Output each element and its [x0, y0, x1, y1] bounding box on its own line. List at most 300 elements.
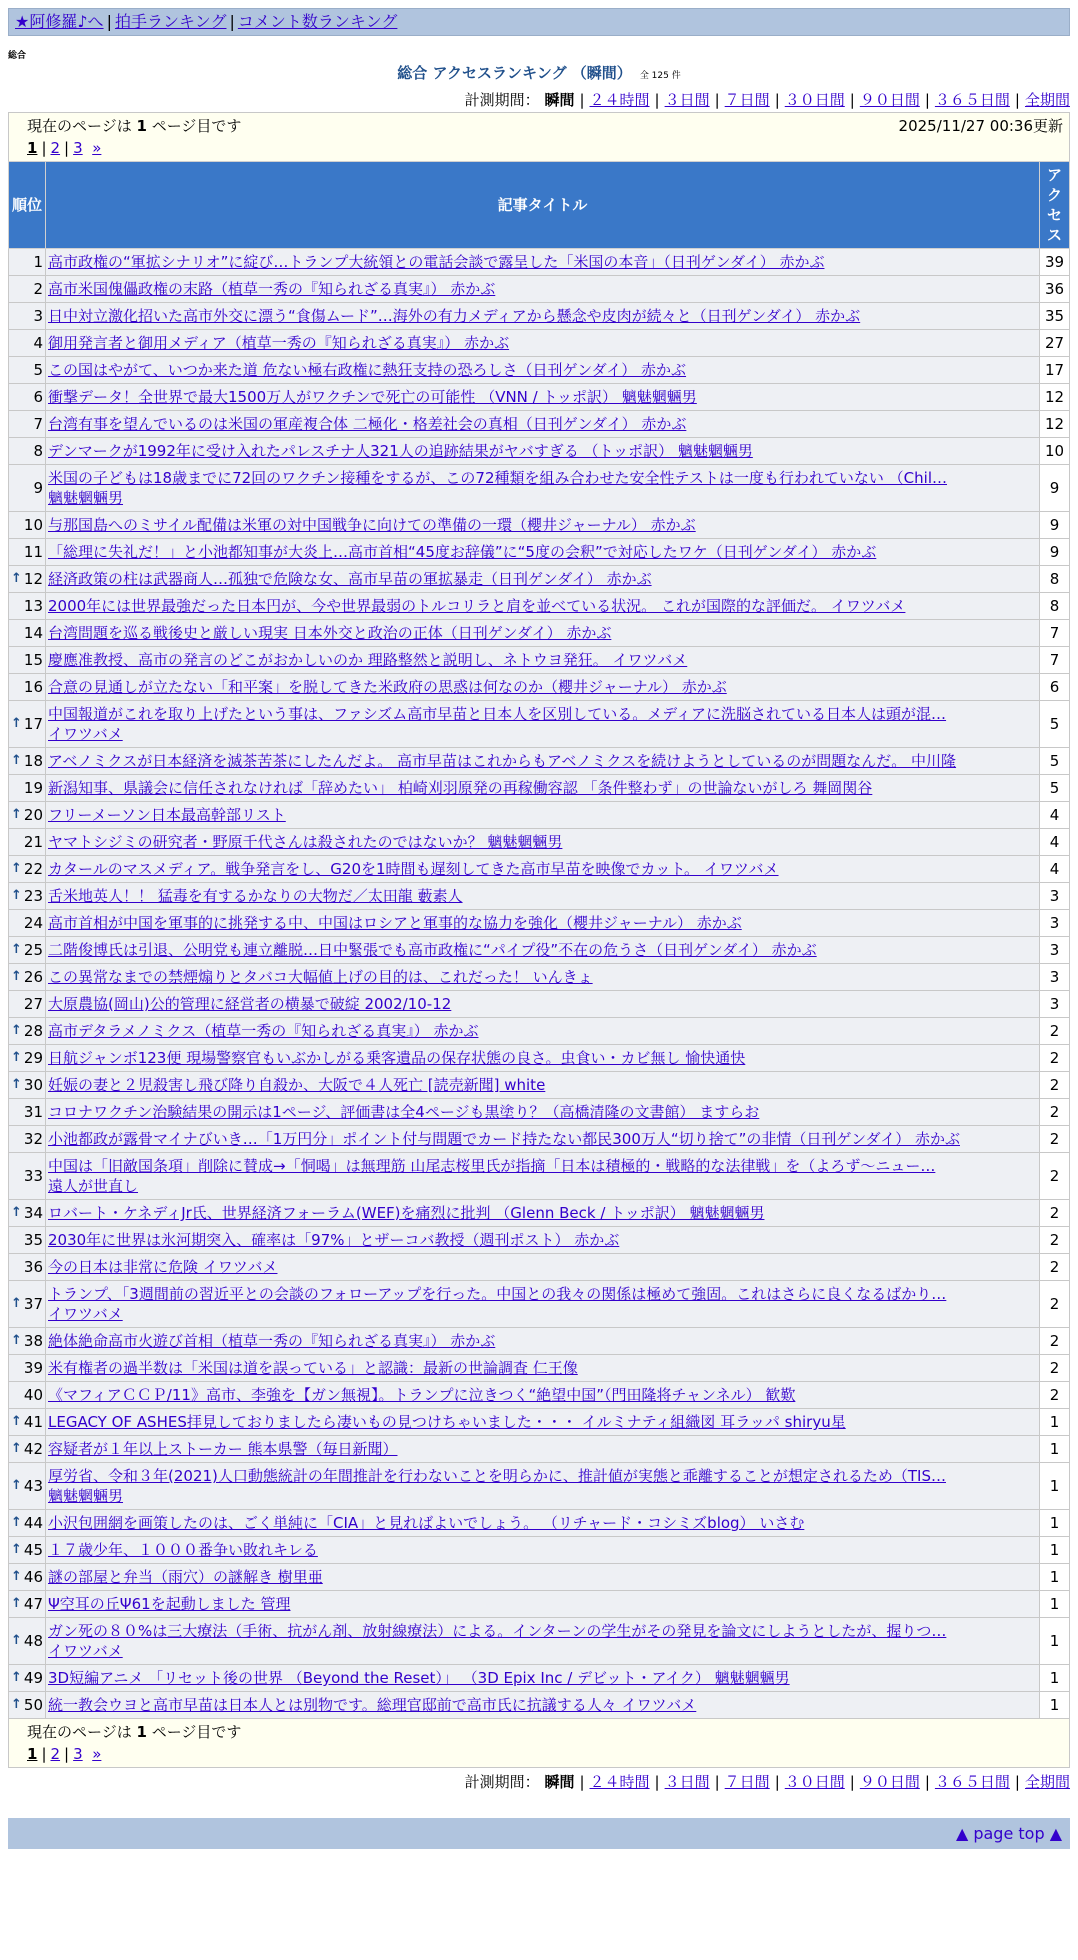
rank-cell	[9, 1591, 46, 1618]
access-count: 4	[1040, 802, 1070, 829]
article-author-link[interactable]: 魑魅魍魎男	[48, 489, 124, 507]
rank-number: 46	[23, 1568, 43, 1586]
table-row	[9, 1227, 1070, 1254]
article-title-link[interactable]: フリーメーソン日本最高幹部リスト	[48, 806, 286, 824]
access-count: 3	[1040, 991, 1070, 1018]
title-cell	[46, 1018, 1040, 1045]
article-title-link[interactable]: LEGACY OF ASHES拝見しておりましたら凄いもの見つけちゃいました・・・ イルミナティ組織図 耳ラッパ shiryu星	[48, 1413, 846, 1431]
period-30d-link[interactable]: ３０日間	[784, 1773, 845, 1791]
article-title-link[interactable]: 米国の子どもは18歳までに72回のワクチン接種をするが、この72種類を組み合わせた安全性テストは一度も行われていない （Chil…	[48, 469, 947, 487]
title-cell	[46, 748, 1040, 775]
title-cell	[46, 1227, 1040, 1254]
rank-number: 4	[33, 334, 43, 352]
article-title-link[interactable]: コロナワクチン治験結果の開示は1ページ、評価書は全4ページも黒塗り？（高橋清隆の文書館） ますらお	[48, 1103, 760, 1121]
table-row	[9, 1072, 1070, 1099]
rank-cell	[9, 647, 46, 674]
title-cell	[46, 249, 1040, 276]
period-90d-link[interactable]: ９０日間	[859, 91, 920, 109]
table-row	[9, 1564, 1070, 1591]
rank-number: 35	[23, 1231, 43, 1249]
article-title-link[interactable]: １７歳少年、１０００番争い敗れキレる	[48, 1541, 318, 1559]
article-title-link[interactable]: Ψ空耳の丘Ψ61を起動しました 管理	[48, 1595, 291, 1613]
article-title-link[interactable]: カタールのマスメディア。戦争発言をし、G20を1時間も遅刻してきた高市早苗を映像でカット。 イワツバメ	[48, 860, 779, 878]
rank-cell	[9, 1564, 46, 1591]
rank-number: 32	[23, 1130, 43, 1148]
rank-cell	[9, 1072, 46, 1099]
rank-up-icon: ↑	[11, 861, 22, 876]
article-title-link[interactable]: 経済政策の柱は武器商人…孤独で危険な女、高市早苗の軍拡暴走（日刊ゲンダイ） 赤かぶ	[48, 570, 652, 588]
rank-number: 24	[23, 914, 43, 932]
rank-up-icon: ↑	[11, 1633, 22, 1648]
title-cell	[46, 1254, 1040, 1281]
table-row	[9, 1126, 1070, 1153]
period-selector-bottom: 計測期間： 瞬間 | ２４時間 | ３日間 | ７日間 | ３０日間 | ９０日間 | ３６５日間 | 全期間	[464, 1773, 1070, 1791]
rank-cell	[9, 1537, 46, 1564]
title-cell	[46, 1382, 1040, 1409]
article-title-link[interactable]: トランプ、「3週間前の習近平との会談のフォローアップを行った。中国との我々の関係は極めて強固。これはさらに良くなるばかり…	[48, 1285, 947, 1303]
access-count: 2	[1040, 1045, 1070, 1072]
table-row	[9, 1591, 1070, 1618]
title-cell	[46, 937, 1040, 964]
page-info-bottom	[8, 1719, 1070, 1768]
pager-link-2[interactable]: 2	[50, 1745, 61, 1763]
rank-cell	[9, 1153, 46, 1200]
total-count: 全 125 件	[639, 71, 681, 81]
table-row	[9, 1200, 1070, 1227]
rank-number: 25	[23, 941, 43, 959]
rank-cell	[9, 1254, 46, 1281]
title-cell	[46, 1564, 1040, 1591]
rank-number: 42	[23, 1440, 43, 1458]
rank-number: 2	[33, 280, 43, 298]
rank-number: 8	[33, 442, 43, 460]
rank-up-icon: ↑	[11, 1515, 22, 1530]
title-cell	[46, 647, 1040, 674]
title-cell	[46, 1665, 1040, 1692]
rank-number: 47	[23, 1595, 43, 1613]
rank-cell	[9, 775, 46, 802]
page-title: 総合 アクセスランキング （瞬間）	[397, 64, 632, 82]
rank-number: 37	[23, 1295, 43, 1313]
access-count: 2	[1040, 1153, 1070, 1200]
article-title-link[interactable]: 日中対立激化招いた高市外交に漂う“食傷ムード”…海外の有力メディアから懸念や皮肉が続々と（日刊ゲンダイ） 赤かぶ	[48, 307, 861, 325]
article-title-link[interactable]: 謎の部屋と弁当（雨穴）の謎解き 樹里亜	[48, 1568, 323, 1586]
access-count: 1	[1040, 1436, 1070, 1463]
nav-separator: |	[229, 12, 235, 31]
rank-number: 36	[23, 1258, 43, 1276]
period-current: 瞬間	[544, 1773, 575, 1791]
clap-ranking-link[interactable]: 拍手ランキング	[114, 12, 227, 31]
table-row	[9, 937, 1070, 964]
access-count: 9	[1040, 512, 1070, 539]
title-cell	[46, 1072, 1040, 1099]
period-3d-link[interactable]: ３日間	[664, 91, 710, 109]
table-row	[9, 829, 1070, 856]
article-title-link[interactable]: 小沢包囲網を画策したのは、ごく単純に「CIA」と見ればよいでしょう。 （リチャード・コシミズblog） いさむ	[48, 1514, 805, 1532]
article-author-link[interactable]: イワツバメ	[48, 1642, 123, 1660]
pager-top: 1 | 2 | 3 »	[27, 139, 102, 157]
pager-next-link[interactable]: »	[92, 139, 102, 157]
article-title-link[interactable]: 与那国島へのミサイル配備は米軍の対中国戦争に向けての準備の一環（櫻井ジャーナル） 赤かぶ	[48, 516, 696, 534]
access-count: 2	[1040, 1227, 1070, 1254]
rank-up-icon: ↑	[11, 1077, 22, 1092]
rank-number: 20	[23, 806, 43, 824]
comment-ranking-link[interactable]: コメント数ランキング	[237, 12, 398, 31]
title-cell	[46, 1281, 1040, 1328]
period-current: 瞬間	[544, 91, 575, 109]
table-row	[9, 620, 1070, 647]
article-title-link[interactable]: 日航ジャンボ123便 現場警察官もいぶかしがる乗客遺品の保存状態の良さ。虫食い・カビ無し 愉快通快	[48, 1049, 746, 1067]
table-row	[9, 748, 1070, 775]
article-title-link[interactable]: 高市米国傀儡政権の末路（植草一秀の『知られざる真実』） 赤かぶ	[48, 280, 496, 298]
article-author-link[interactable]: 遠人が世直し	[48, 1177, 139, 1195]
article-title-link[interactable]: 舌米地英人！！ 猛毒を有するかなりの大物だ／太田龍 藪素人	[48, 887, 463, 905]
title-cell	[46, 465, 1040, 512]
period-all-link[interactable]: 全期間	[1024, 91, 1070, 109]
table-row	[9, 1382, 1070, 1409]
title-cell	[46, 910, 1040, 937]
access-count: 2	[1040, 1281, 1070, 1328]
rank-cell	[9, 964, 46, 991]
rank-cell	[9, 438, 46, 465]
title-cell	[46, 1045, 1040, 1072]
rank-number: 23	[23, 887, 43, 905]
pager-link-3[interactable]: 3	[73, 1745, 83, 1763]
period-7d-link[interactable]: ７日間	[724, 91, 770, 109]
title-cell	[46, 620, 1040, 647]
rank-cell	[9, 357, 46, 384]
title-cell	[46, 539, 1040, 566]
rank-cell	[9, 1281, 46, 1328]
table-row	[9, 465, 1070, 512]
table-row	[9, 384, 1070, 411]
rank-cell	[9, 1665, 46, 1692]
article-title-link[interactable]: 高市首相が中国を軍事的に挑発する中、中国はロシアと軍事的な協力を強化（櫻井ジャーナル） 赤かぶ	[48, 914, 742, 932]
rank-cell	[9, 1227, 46, 1254]
article-title-link[interactable]: 《マフィアＣＣＰ/11》高市、李強を【ガン無視】。トランプに泣きつく“絶望中国”（門田隆将チャンネル） 歓歎	[48, 1386, 796, 1404]
title-cell	[46, 1328, 1040, 1355]
table-row	[9, 674, 1070, 701]
access-count: 1	[1040, 1692, 1070, 1719]
rank-up-icon: ↑	[11, 1441, 22, 1456]
article-title-link[interactable]: 台湾有事を望んでいるのは米国の軍産複合体 二極化・格差社会の真相（日刊ゲンダイ） 赤かぶ	[48, 415, 687, 433]
table-row	[9, 276, 1070, 303]
table-header-row	[9, 162, 1070, 249]
article-author-link[interactable]: イワツバメ	[48, 725, 123, 743]
article-title-link[interactable]: 慶應准教授、高市の発言のどこがおかしいのか 理路整然と説明し、ネトウヨ発狂。 イワツバメ	[48, 651, 688, 669]
article-title-link[interactable]: 今の日本は非常に危険 イワツバメ	[48, 1258, 278, 1276]
rank-cell	[9, 829, 46, 856]
article-title-link[interactable]: 高市デタラメノミクス（植草一秀の『知られざる真実』） 赤かぶ	[48, 1022, 479, 1040]
period-90d-link[interactable]: ９０日間	[859, 1773, 920, 1791]
rank-number: 13	[23, 597, 43, 615]
rank-cell	[9, 802, 46, 829]
access-count: 4	[1040, 856, 1070, 883]
table-row	[9, 1153, 1070, 1200]
rank-up-icon: ↑	[11, 1670, 22, 1685]
rank-number: 45	[23, 1541, 43, 1559]
article-title-link[interactable]: 絶体絶命高市火遊び首相（植草一秀の『知られざる真実』） 赤かぶ	[48, 1332, 496, 1350]
period-label: 計測期間：	[464, 1773, 540, 1791]
title-cell	[46, 276, 1040, 303]
rank-up-icon: ↑	[11, 888, 22, 903]
access-count: 1	[1040, 1510, 1070, 1537]
access-count: 10	[1040, 438, 1070, 465]
pager-bottom: 1 | 2 | 3 »	[27, 1745, 102, 1763]
rank-cell	[9, 1618, 46, 1665]
table-row	[9, 1355, 1070, 1382]
rank-cell	[9, 620, 46, 647]
title-cell	[46, 593, 1040, 620]
rank-cell	[9, 937, 46, 964]
access-count: 2	[1040, 1382, 1070, 1409]
period-30d-link[interactable]: ３０日間	[784, 91, 845, 109]
table-row	[9, 1254, 1070, 1281]
rank-number: 15	[23, 651, 43, 669]
period-365d-link[interactable]: ３６５日間	[934, 1773, 1010, 1791]
period-all-link[interactable]: 全期間	[1024, 1773, 1070, 1791]
article-title-link[interactable]: ヤマトシジミの研究者・野原千代さんは殺されたのではないか？ 魑魅魍魎男	[48, 833, 563, 851]
article-title-link[interactable]: 中国は「旧敵国条項」削除に賛成→「恫喝」は無理筋 山尾志桜里氏が指摘「日本は積極的・戦略的な法律戦」を（よろず〜ニュー…	[48, 1157, 936, 1175]
access-count: 6	[1040, 674, 1070, 701]
rank-number: 11	[23, 543, 43, 561]
title-cell	[46, 566, 1040, 593]
pager-current-1: 1	[27, 139, 38, 157]
rank-number: 12	[23, 570, 43, 588]
access-count: 3	[1040, 910, 1070, 937]
title-cell	[46, 1591, 1040, 1618]
rank-cell	[9, 1510, 46, 1537]
access-count: 5	[1040, 748, 1070, 775]
period-24h-link[interactable]: ２４時間	[589, 1773, 650, 1791]
title-cell	[46, 856, 1040, 883]
rank-number: 16	[23, 678, 43, 696]
rank-number: 34	[23, 1204, 43, 1222]
rank-number: 50	[23, 1696, 43, 1714]
table-row	[9, 411, 1070, 438]
article-title-link[interactable]: ロバート・ケネディJr氏、世界経済フォーラム(WEF)を痛烈に批判 （Glenn Beck / トッポ訳） 魑魅魍魎男	[48, 1204, 765, 1222]
article-title-link[interactable]: 厚労省、令和３年(2021)人口動態統計の年間推計を行わないことを明らかに、推計値が実態と乖離することが想定されるため（TIS…	[48, 1467, 946, 1485]
access-count: 9	[1040, 465, 1070, 512]
article-title-link[interactable]: 衝撃データ！全世界で最大1500万人がワクチンで死亡の可能性 （VNN / トッポ訳） 魑魅魍魎男	[48, 388, 697, 406]
access-count: 7	[1040, 647, 1070, 674]
table-row	[9, 330, 1070, 357]
title-cell	[46, 512, 1040, 539]
rank-up-icon: ↑	[11, 1596, 22, 1611]
period-365d-link[interactable]: ３６５日間	[934, 91, 1010, 109]
table-row	[9, 512, 1070, 539]
access-count: 8	[1040, 566, 1070, 593]
table-row	[9, 1436, 1070, 1463]
updated-time: 2025/11/27 00:36更新	[898, 117, 1063, 135]
period-3d-link[interactable]: ３日間	[664, 1773, 710, 1791]
access-count: 9	[1040, 539, 1070, 566]
article-author-link[interactable]: イワツバメ	[48, 1305, 123, 1323]
article-title-link[interactable]: この異常なまでの禁煙煽りとタバコ大幅値上げの目的は、これだった！ いんきょ	[48, 968, 593, 986]
article-title-link[interactable]: 統一教会ウヨと高市早苗は日本人とは別物です。総理官邸前で高市氏に抗議する人々 イワツバメ	[48, 1696, 697, 1714]
rank-number: 29	[23, 1049, 43, 1067]
title-cell	[46, 303, 1040, 330]
article-title-link[interactable]: 2030年に世界は氷河期突入、確率は「97%」とザーコバ教授（週刊ポスト） 赤かぶ	[48, 1231, 620, 1249]
period-label: 計測期間：	[464, 91, 540, 109]
rank-up-icon: ↑	[11, 1569, 22, 1584]
col-header-title: 記事タイトル	[46, 162, 1040, 249]
rank-number: 3	[33, 307, 43, 325]
table-row	[9, 357, 1070, 384]
table-row	[9, 1328, 1070, 1355]
rank-cell	[9, 539, 46, 566]
rank-number: 44	[23, 1514, 43, 1532]
rank-up-icon: ↑	[11, 1333, 22, 1348]
article-title-link[interactable]: アベノミクスが日本経済を滅茶苦茶にしたんだよ。 高市早苗はこれからもアベノミクスを続けようとしているのが問題なんだ。 中川隆	[48, 752, 957, 770]
top-nav	[8, 8, 1070, 36]
pagetop-bar	[8, 1818, 1070, 1849]
rank-cell	[9, 701, 46, 748]
ranking-table	[8, 161, 1070, 1719]
access-count: 5	[1040, 775, 1070, 802]
rank-number: 30	[23, 1076, 43, 1094]
access-count: 35	[1040, 303, 1070, 330]
rank-cell	[9, 1382, 46, 1409]
rank-cell	[9, 1436, 46, 1463]
title-cell	[46, 1537, 1040, 1564]
rank-up-icon: ↑	[11, 1542, 22, 1557]
article-title-link[interactable]: 大原農協(岡山)公的管理に経営者の横暴で破綻 2002/10-12	[48, 995, 452, 1013]
rank-number: 14	[23, 624, 43, 642]
title-cell	[46, 357, 1040, 384]
article-title-link[interactable]: 台湾問題を巡る戦後史と厳しい現実 日本外交と政治の正体（日刊ゲンダイ） 赤かぶ	[48, 624, 612, 642]
article-title-link[interactable]: 二階俊博氏は引退、公明党も連立離脱…日中緊張でも高市政権に“パイプ役”不在の危うさ（日刊ゲンダイ） 赤かぶ	[48, 941, 817, 959]
table-row	[9, 964, 1070, 991]
article-title-link[interactable]: 新潟知事、県議会に信任されなければ「辞めたい」 柏崎刈羽原発の再稼働容認 「条件整わず」の世論ないがしろ 舞岡関谷	[48, 779, 873, 797]
period-7d-link[interactable]: ７日間	[724, 1773, 770, 1791]
article-title-link[interactable]: 2000年には世界最強だった日本円が、今や世界最弱のトルコリラと肩を並べている状況。 これが国際的な評価だ。 イワツバメ	[48, 597, 906, 615]
title-cell	[46, 411, 1040, 438]
rank-number: 10	[23, 516, 43, 534]
rank-number: 17	[23, 715, 43, 733]
article-author-link[interactable]: 魑魅魍魎男	[48, 1487, 124, 1505]
access-count: 4	[1040, 829, 1070, 856]
table-row	[9, 910, 1070, 937]
rank-number: 43	[23, 1477, 43, 1495]
article-title-link[interactable]: 妊娠の妻と２児殺害し飛び降り自殺か、大阪で４人死亡 [読売新聞] white	[48, 1076, 546, 1094]
access-count: 2	[1040, 1018, 1070, 1045]
article-title-link[interactable]: 御用発言者と御用メディア（植草一秀の『知られざる真実』） 赤かぶ	[48, 334, 510, 352]
rank-cell	[9, 674, 46, 701]
title-cell	[46, 883, 1040, 910]
table-row	[9, 566, 1070, 593]
rank-up-icon: ↑	[11, 969, 22, 984]
title-cell	[46, 1510, 1040, 1537]
rank-cell	[9, 748, 46, 775]
table-row	[9, 775, 1070, 802]
current-page-text: 現在のページは 1 ページ目です	[27, 117, 242, 135]
table-row	[9, 1099, 1070, 1126]
rank-number: 5	[33, 361, 43, 379]
article-title-link[interactable]: 「総理に失礼だ！」と小池都知事が大炎上…高市首相“45度お辞儀”に“5度の会釈”で対応したワケ（日刊ゲンダイ） 赤かぶ	[48, 543, 877, 561]
table-row	[9, 802, 1070, 829]
access-count: 17	[1040, 357, 1070, 384]
rank-cell	[9, 883, 46, 910]
rank-up-icon: ↑	[11, 716, 22, 731]
title-cell	[46, 775, 1040, 802]
rank-number: 39	[23, 1359, 43, 1377]
rank-cell	[9, 1328, 46, 1355]
rank-cell	[9, 1126, 46, 1153]
article-title-link[interactable]: 米有権者の過半数は「米国は道を誤っている」と認識：最新の世論調査 仁王像	[48, 1359, 578, 1377]
article-title-link[interactable]: デンマークが1992年に受け入れたパレスチナ人321人の追跡結果がヤバすぎる （トッポ訳） 魑魅魍魎男	[48, 442, 753, 460]
rank-cell	[9, 512, 46, 539]
rank-cell	[9, 303, 46, 330]
rank-number: 31	[23, 1103, 43, 1121]
access-count: 2	[1040, 1072, 1070, 1099]
rank-cell	[9, 465, 46, 512]
rank-number: 22	[23, 860, 43, 878]
rank-up-icon: ↑	[11, 571, 22, 586]
rank-number: 1	[33, 253, 43, 271]
access-count: 3	[1040, 883, 1070, 910]
rank-up-icon: ↑	[11, 1697, 22, 1712]
pagetop-link[interactable]: ▲ page top ▲	[955, 1824, 1062, 1843]
title-cell	[46, 964, 1040, 991]
rank-up-icon: ↑	[11, 1478, 22, 1493]
rank-number: 40	[23, 1386, 43, 1404]
pager-current-1: 1	[27, 1745, 38, 1763]
section-label: 総合	[8, 51, 27, 61]
article-title-link[interactable]: 容疑者が１年以上ストーカー 熊本県警（毎日新聞）	[48, 1440, 398, 1458]
home-link[interactable]: ★阿修羅♪へ	[15, 12, 104, 31]
title-cell	[46, 1436, 1040, 1463]
access-count: 2	[1040, 1328, 1070, 1355]
article-title-link[interactable]: 3D短編アニメ 「リセット後の世界 （Beyond the Reset）」 （3D Epix Inc / デビット・アイク） 魑魅魍魎男	[48, 1669, 790, 1687]
table-row	[9, 249, 1070, 276]
access-count: 1	[1040, 1618, 1070, 1665]
table-row	[9, 1045, 1070, 1072]
page-title-line	[8, 63, 1070, 86]
table-row	[9, 1281, 1070, 1328]
article-title-link[interactable]: 高市政権の“軍拡シナリオ”に綻び…トランプ大統領との電話会談で露呈した「米国の本音」（日刊ゲンダイ） 赤かぶ	[48, 253, 825, 271]
access-count: 12	[1040, 384, 1070, 411]
access-count: 1	[1040, 1665, 1070, 1692]
pager-next-link[interactable]: »	[92, 1745, 102, 1763]
access-count: 2	[1040, 1254, 1070, 1281]
pager-link-3[interactable]: 3	[73, 139, 83, 157]
table-row	[9, 647, 1070, 674]
rank-number: 7	[33, 415, 43, 433]
table-row	[9, 1510, 1070, 1537]
article-title-link[interactable]: ガン死の８０%は三大療法（手術、抗がん剤、放射線療法）による。インターンの学生がその発見を論文にしようとしたが、握りつ…	[48, 1622, 947, 1640]
rank-number: 19	[23, 779, 43, 797]
col-header-access: アクセス	[1040, 162, 1070, 249]
article-title-link[interactable]: 中国報道がこれを取り上げたという事は、ファシズム高市早苗と日本人を区別している。メディアに洗脳されている日本人は頭が混…	[48, 705, 947, 723]
article-title-link[interactable]: この国はやがて、いつか来た道 危ない極右政権に熱狂支持の恐ろしさ（日刊ゲンダイ） 赤かぶ	[48, 361, 687, 379]
col-header-rank: 順位	[9, 162, 46, 249]
article-title-link[interactable]: 小池都政が露骨マイナびいき…「1万円分」ポイント付与問題でカード持たない都民300万人“切り捨て”の非情（日刊ゲンダイ） 赤かぶ	[48, 1130, 960, 1148]
access-count: 1	[1040, 1463, 1070, 1510]
rank-cell	[9, 1355, 46, 1382]
table-row	[9, 438, 1070, 465]
article-title-link[interactable]: 合意の見通しが立たない「和平案」を脱してきた米政府の思惑は何なのか（櫻井ジャーナル） 赤かぶ	[48, 678, 727, 696]
access-count: 1	[1040, 1591, 1070, 1618]
access-count: 7	[1040, 620, 1070, 647]
pager-link-2[interactable]: 2	[50, 139, 61, 157]
rank-up-icon: ↑	[11, 1205, 22, 1220]
period-24h-link[interactable]: ２４時間	[589, 91, 650, 109]
rank-number: 41	[23, 1413, 43, 1431]
access-count: 3	[1040, 964, 1070, 991]
access-count: 36	[1040, 276, 1070, 303]
rank-number: 26	[23, 968, 43, 986]
